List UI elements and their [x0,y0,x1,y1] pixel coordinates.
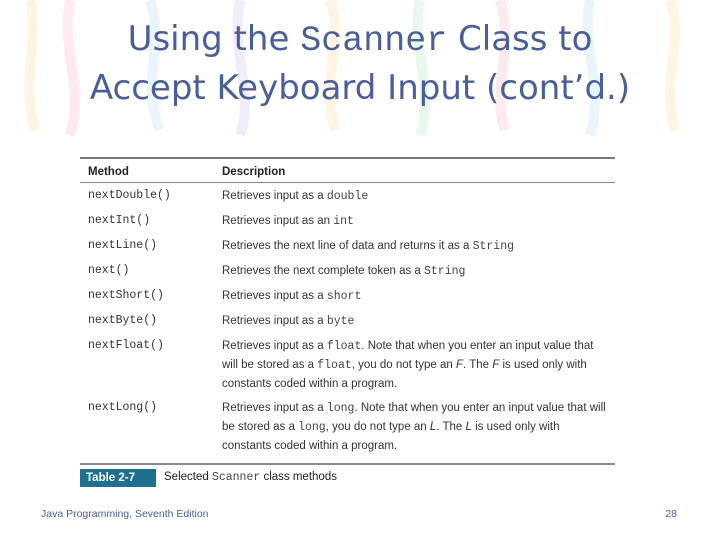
method-cell: next() [88,264,130,277]
table-row [80,233,615,258]
method-cell: nextLong() [88,401,158,414]
header-description: Description [214,159,615,183]
method-cell: nextDouble() [88,189,171,202]
header-method: Method [80,159,214,183]
method-cell: nextLine() [88,239,158,252]
table-row [80,208,615,233]
description-text: . Note that when you enter an input value that will be stored as a [222,340,594,371]
description-text: Retrieves the next line of data and returns it as a [222,240,473,252]
code-text: byte [326,315,355,328]
code-text: int [333,215,354,228]
caption-after: class methods [260,471,337,483]
italic-text: L [465,421,472,433]
description-text: is used only with constants coded within a program. [222,359,587,390]
description-text: . The [463,359,493,371]
scanner-methods-table [80,157,615,491]
description-cell [214,308,615,333]
footer-page-number: 28 [665,508,677,520]
table-row [80,395,615,457]
table-header-row [80,159,615,183]
code-text: double [326,190,369,203]
table-row [80,258,615,283]
description-cell [214,283,615,308]
code-text: float [326,340,362,353]
code-text: String [472,240,515,253]
code-text: short [326,290,362,303]
table-row [80,308,615,333]
caption-before: Selected [164,471,212,483]
description-text: Retrieves input as a [222,340,327,352]
description-cell [214,333,615,395]
method-cell: nextShort() [88,289,164,302]
caption-code: Scanner [211,471,261,484]
code-text: long [298,421,326,434]
caption-text [164,471,337,484]
description-cell [214,183,615,209]
table-row [80,333,615,395]
description-text: . The [436,421,466,433]
description-text: Retrieves input as a [222,290,327,302]
description-text: Retrieves input as a [222,190,327,202]
table-bottom-rule [80,457,615,465]
slide-title [20,16,700,112]
description-text: . Note that when you enter an input value that will be stored as a [222,402,606,433]
table-caption [80,469,615,491]
method-cell: nextInt() [88,214,151,227]
title-line2: Accept Keyboard Input (cont’d.) [89,68,631,108]
title-line1-after: Class to [458,19,593,59]
description-text: Retrieves the next complete token as a [222,265,424,277]
description-text: is used only with constants coded within a program. [222,421,560,452]
method-cell: nextFloat() [88,339,164,352]
caption-label: Table 2-7 [80,469,156,487]
code-text: float [317,359,352,372]
italic-text: L [429,421,437,433]
code-text: String [424,265,466,278]
italic-text: F [455,359,464,371]
table-body [80,183,615,458]
description-cell [214,258,615,283]
title-line1-code: Scanner [300,21,448,61]
code-text: long [326,402,355,415]
description-text: Retrieves input as a [222,315,327,327]
description-text: Retrieves input as an [222,215,334,227]
description-cell [214,233,615,258]
description-text: , you do not type an [325,421,430,433]
table-row [80,283,615,308]
description-text: , you do not type an [351,359,456,371]
table-row [80,183,615,209]
method-cell: nextByte() [88,314,158,327]
description-cell [214,395,615,457]
title-line1-before: Using the [127,19,290,59]
description-cell [214,208,615,233]
description-text: Retrieves input as a [222,402,327,414]
footer-book-title: Java Programming, Seventh Edition [41,508,209,520]
italic-text: F [492,359,500,371]
